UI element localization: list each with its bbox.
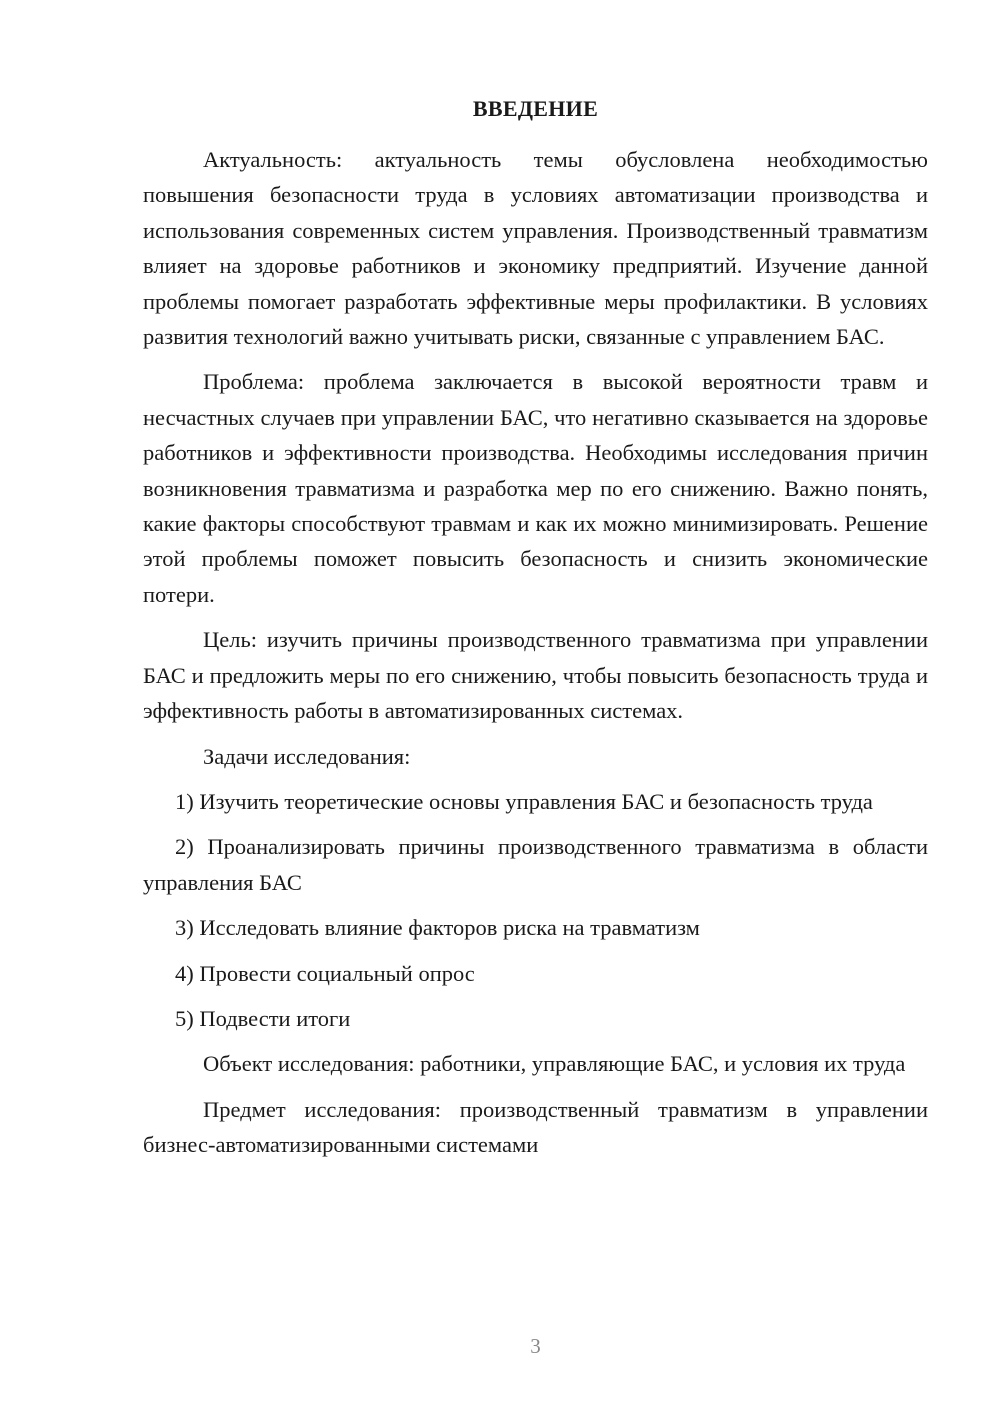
task-item-2: 2) Проанализировать причины производственного травматизма в области управления БАС <box>143 834 928 895</box>
paragraph-relevance: Актуальность: актуальность темы обусловлена необходимостью повышения безопасности труда в условиях автоматизации производства и использования современных систем управления. Производственный травматизм влияет на здоровье работников и экономику предприятий. Изучение данной проблемы помогает разработать эффективные меры профилактики. В условиях развития технологий важно учитывать риски, связанные с управлением БАС. <box>143 147 928 350</box>
page-number: 3 <box>530 1334 541 1358</box>
paragraph-problem: Проблема: проблема заключается в высокой вероятности травм и несчастных случаев при управлении БАС, что негативно сказывается на здоровье работников и эффективности производства. Необходимы исследования причин возникновения травматизма и разработка мер по его снижению. Важно понять, какие факторы способствуют травмам и как их можно минимизировать. Решение этой проблемы поможет повысить безопасность и снизить экономические потери. <box>143 369 928 607</box>
tasks-heading: Задачи исследования: <box>203 743 411 769</box>
task-item-4: 4) Провести социальный опрос <box>175 960 475 986</box>
paragraph-goal: Цель: изучить причины производственного травматизма при управлении БАС и предложить меры по его снижению, чтобы повысить безопасность труда и эффективность работы в автоматизированных системах. <box>143 627 928 724</box>
document-body <box>143 142 928 1173</box>
task-item-3: 3) Исследовать влияние факторов риска на травматизм <box>175 915 700 941</box>
section-title: ВВЕДЕНИЕ <box>472 96 599 121</box>
task-item-1: 1) Изучить теоретические основы управления БАС и безопасность труда <box>175 788 873 814</box>
paragraph-subject: Предмет исследования: производственный травматизм в управлении бизнес-автоматизированными системами <box>143 1096 928 1158</box>
paragraph-object: Объект исследования: работники, управляющие БАС, и условия их труда <box>203 1051 906 1077</box>
task-item-5: 5) Подвести итоги <box>175 1005 351 1031</box>
document-page <box>143 0 928 1414</box>
